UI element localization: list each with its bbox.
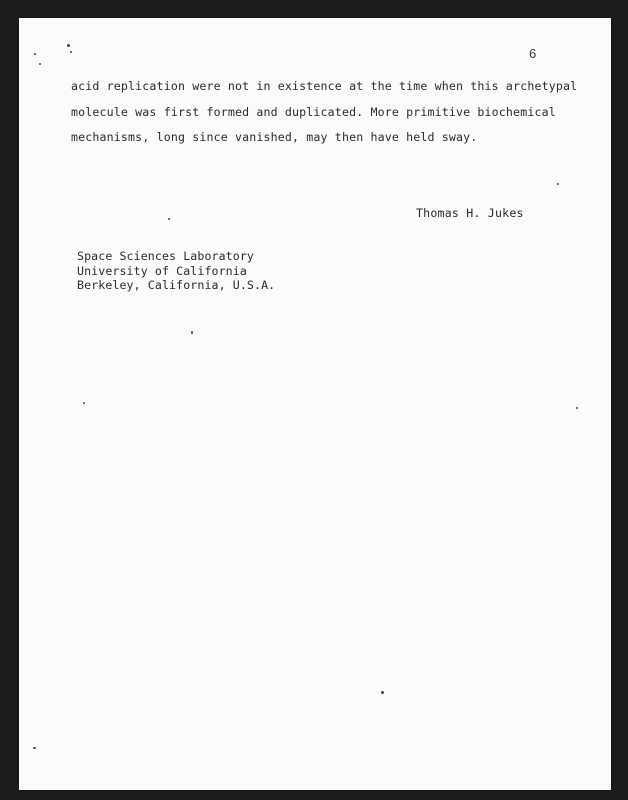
body-line: molecule was first formed and duplicated. More primitive biochemical [71, 104, 556, 119]
address-line: Space Sciences Laboratory [77, 249, 255, 263]
page-number: 6 [529, 46, 537, 61]
address-line: University of California [77, 263, 247, 278]
address-line: Berkeley, California, U.S.A. [77, 278, 276, 292]
scan-speck [576, 407, 578, 409]
scan-speck [557, 183, 559, 185]
body-paragraph [71, 74, 591, 151]
body-line: acid replication were not in existence at the time when this archetypal [71, 79, 578, 93]
scan-speck [39, 63, 41, 65]
scan-speck [168, 218, 170, 220]
scan-speck [83, 402, 85, 404]
scan-speck [70, 51, 72, 53]
body-line: mechanisms, long since vanished, may then have held sway. [71, 130, 478, 144]
scan-speck [34, 53, 36, 55]
scan-speck [381, 691, 384, 694]
scan-speck [67, 44, 70, 47]
scan-speck [191, 331, 193, 334]
author-address [77, 249, 275, 293]
scan-speck [33, 747, 36, 749]
author-signature: Thomas H. Jukes [416, 206, 524, 220]
document-page [19, 18, 611, 790]
